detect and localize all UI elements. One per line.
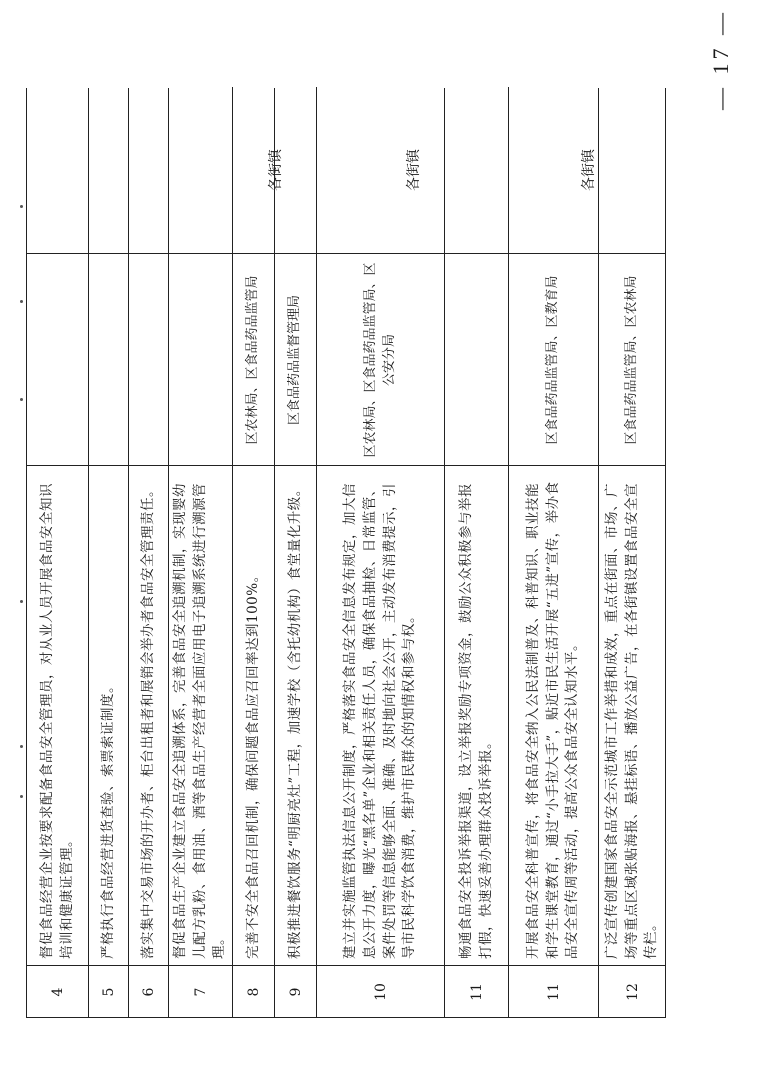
task-content: 严格执行食品经营进货查验、索票索证制度。 xyxy=(99,679,116,959)
row-number: 8 xyxy=(245,987,262,997)
table-row xyxy=(26,88,88,1017)
task-table xyxy=(26,88,666,1018)
page-number: — 17 — xyxy=(708,9,733,110)
task-content: 开展食品安全科普宣传，将食品安全纳入公民法制普及、科普知识、职业技能和学生课堂教育，通过“小手拉大手”，贴近市民生活开展“五进”宣传，举办食品安全宣传周等活动，提高公众食品安全认知水平。 xyxy=(525,481,581,959)
responsible-unit xyxy=(445,255,508,465)
scan-mark xyxy=(20,745,23,748)
column-divider xyxy=(26,465,665,466)
table-row xyxy=(168,88,232,1017)
responsible-unit: 区食品药品监管局、区农林局 xyxy=(624,275,640,445)
area-cell: 各街镇 xyxy=(232,87,316,253)
task-content: 督促食品经营企业按要求配备食品安全管理员，对从业人员开展食品安全知识培训和健康证管理。 xyxy=(38,483,75,959)
table-row xyxy=(88,88,128,1017)
task-content: 完善不安全食品召回机制，确保问题食品应召回率达到100%。 xyxy=(244,568,261,959)
row-number: 7 xyxy=(192,987,209,997)
area-cell: 各街镇 xyxy=(508,87,666,253)
scan-mark xyxy=(20,398,23,401)
table-row xyxy=(128,88,168,1017)
task-content: 畅通食品安全投诉举报渠道，设立举报奖励专项资金，鼓励公众积极参与举报打假，快速妥善办理群众投诉举报。 xyxy=(457,483,494,959)
responsible-unit: 区农林局、区食品药品监管局、区公安分局 xyxy=(362,262,397,458)
responsible-unit: 区食品药品监管局、区教育局 xyxy=(545,275,561,445)
responsible-unit xyxy=(27,255,88,465)
scan-mark xyxy=(20,600,23,603)
row-number: 11 xyxy=(468,983,485,1001)
responsible-unit: 区农林局、区食品药品监管局 xyxy=(245,275,261,445)
task-content: 广泛宣传创建国家食品安全示范城市工作举措和成效，重点在街面、市场、广场等重点区域张贴海报、悬挂标语、播放公益广告，在各街镇设置食品安全宣传栏。 xyxy=(604,483,660,959)
area-cell: 各街镇 xyxy=(316,87,508,253)
task-content: 督促食品生产企业建立食品安全追溯体系，完善食品安全追溯机制，实现婴幼儿配方乳粉、食用油、酒等食品生产经营者全面应用电子追溯系统进行溯源管理。 xyxy=(172,483,228,959)
row-number: 5 xyxy=(100,987,117,997)
row-number: 11 xyxy=(545,983,562,1001)
responsible-unit: 区食品药品监督管理局 xyxy=(287,295,303,426)
task-content: 积极推进餐饮服务“明厨亮灶”工程，加速学校（含托幼机构）食堂量化升级。 xyxy=(286,482,303,959)
scan-mark xyxy=(20,300,23,303)
scan-mark xyxy=(20,205,23,208)
row-number: 10 xyxy=(372,983,389,1001)
scan-mark xyxy=(20,795,23,798)
column-divider xyxy=(26,253,665,254)
row-number: 12 xyxy=(624,983,641,1001)
row-number: 9 xyxy=(287,987,304,997)
row-number: 4 xyxy=(49,987,66,997)
task-content: 建立并实施监管执法信息公开制度，严格落实食品安全信息发布规定，加大信息公开力度，曝光“黑名单”企业和相关责任人员，确保食品抽检、日常监管、案件处罚等信息能够全面、准确、及时地向社会公开，主动发布消费提示，引导市民科学饮食消费，维护市民群众的知情权和参与权。 xyxy=(342,482,418,959)
responsible-unit xyxy=(169,255,232,465)
task-content: 落实集中交易市场的开办者、柜台出租者和展销会举办者食品安全管理责任。 xyxy=(139,483,156,959)
row-number: 6 xyxy=(140,987,157,997)
responsible-unit xyxy=(129,255,168,465)
responsible-unit xyxy=(89,255,128,465)
column-divider xyxy=(26,965,665,966)
